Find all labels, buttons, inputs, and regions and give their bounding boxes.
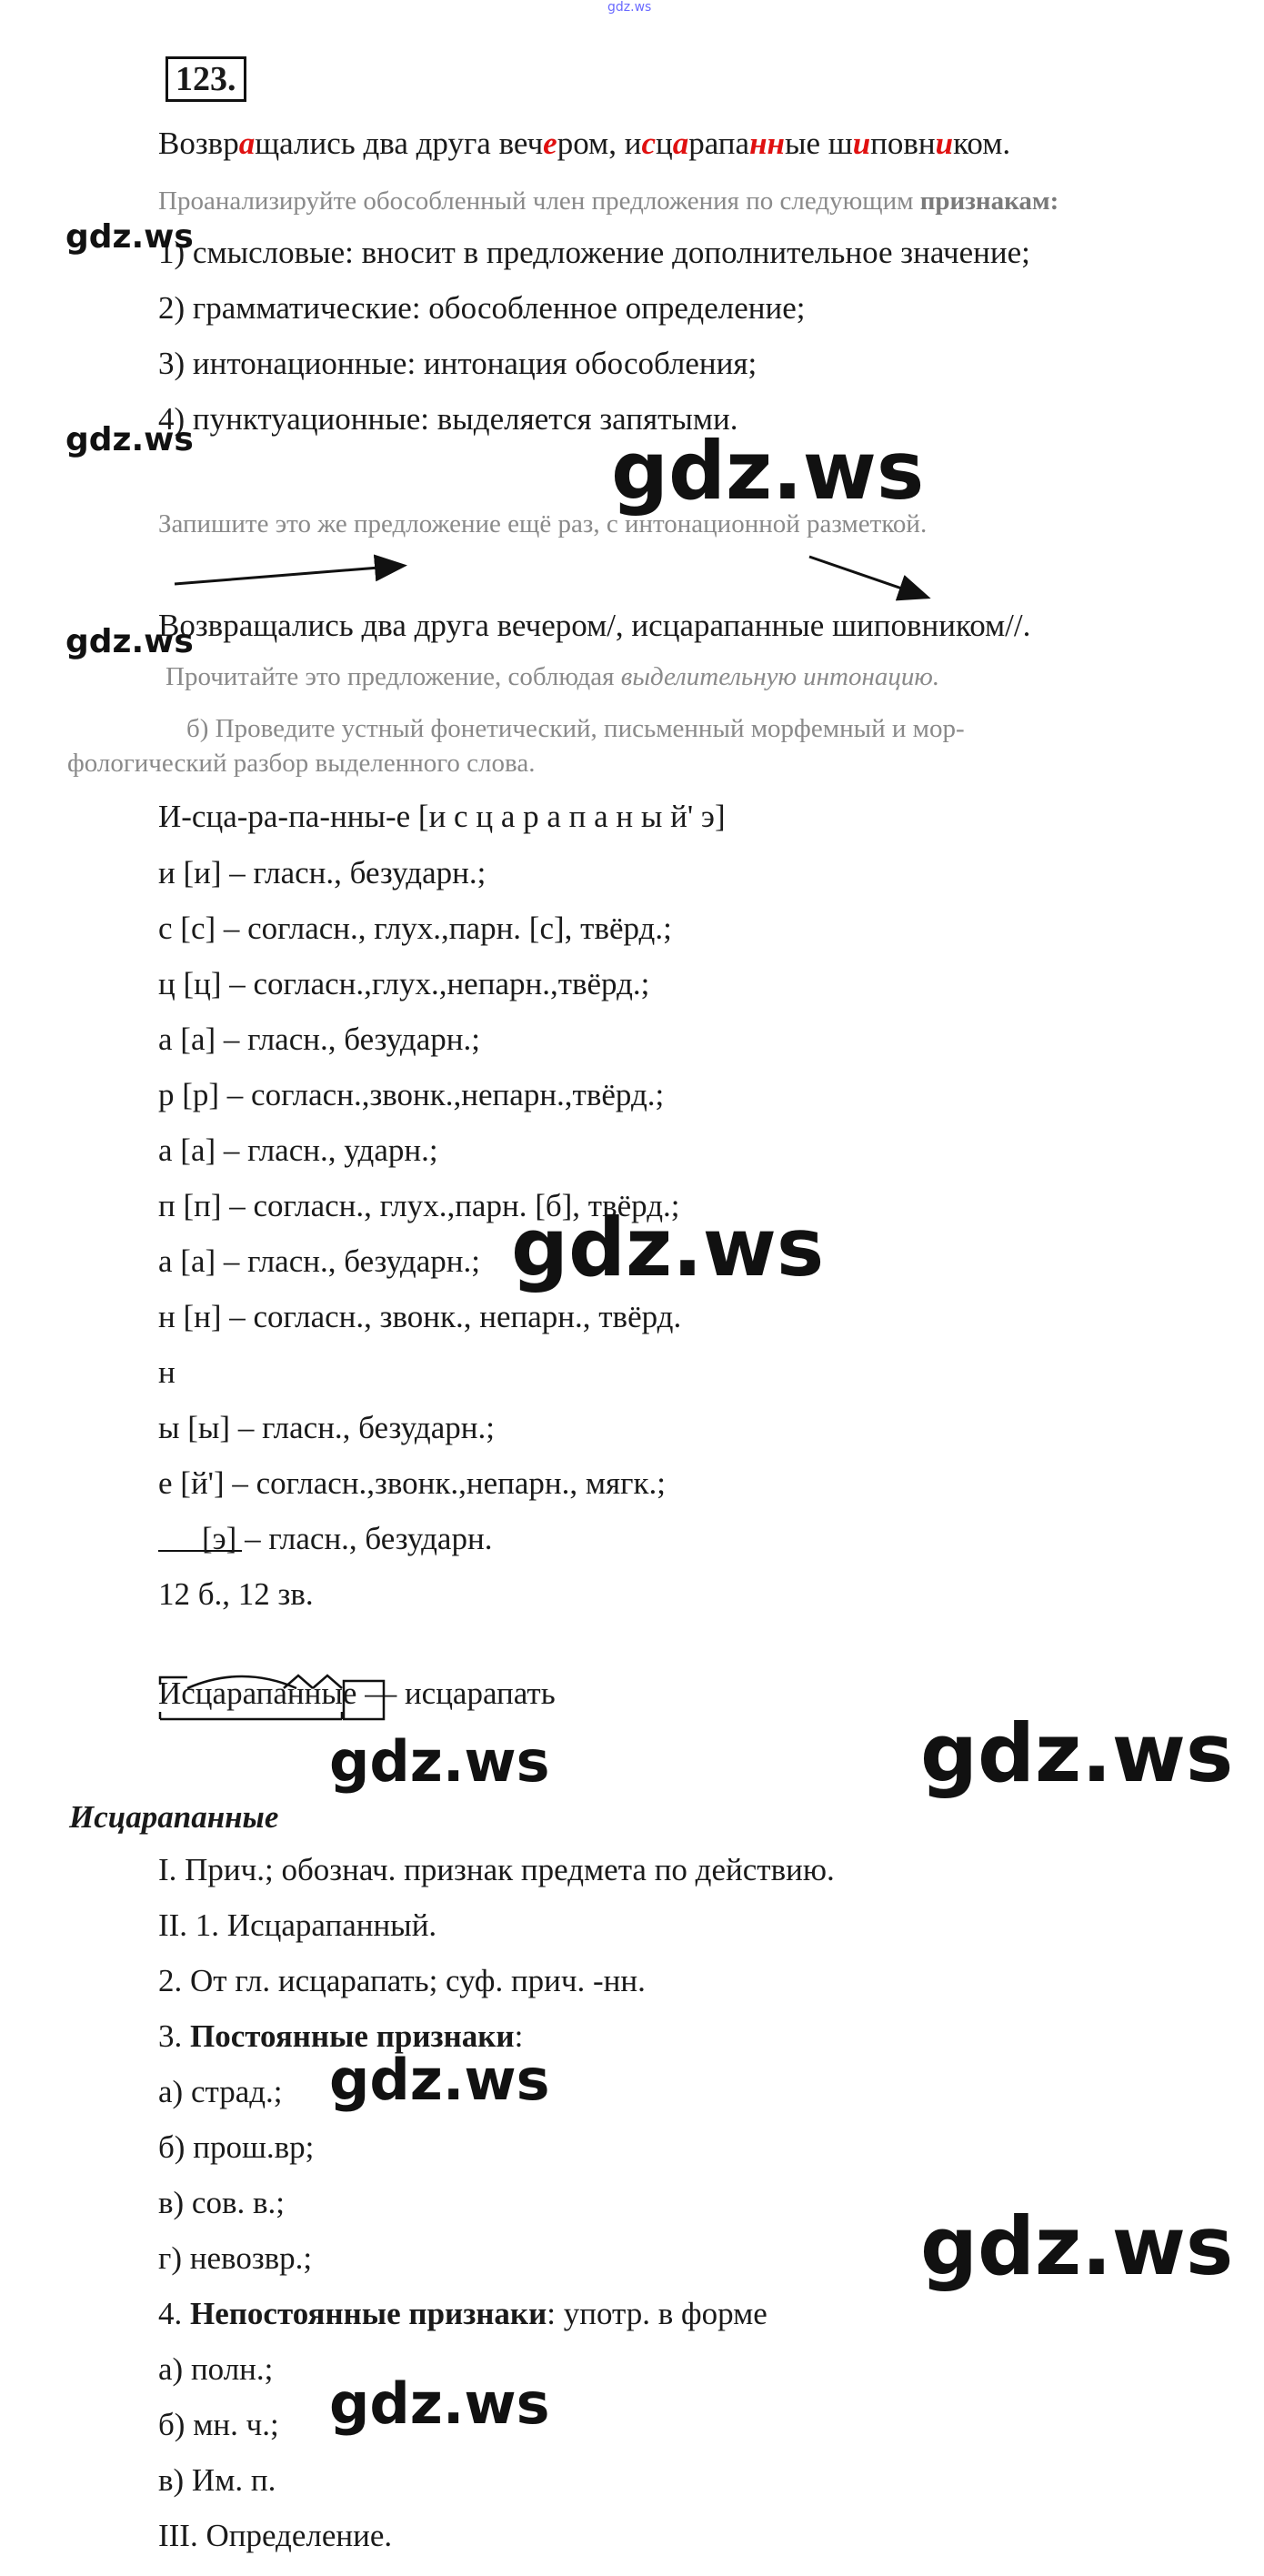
phonetic-line: ц [ц] – согласн.,глух.,непарн.,твёрд.; [158,966,650,1001]
instruction-text: Проанализируйте обособленный член предложения по следующим [158,186,920,216]
watermark: gdz.ws [611,424,925,518]
morph-line [158,2296,767,2332]
phonetic-line: е [й'] – согласн.,звонк.,непарн., мягк.; [158,1465,666,1501]
morph-line: в) сов. в.; [158,2185,285,2220]
morph-line: I. Прич.; обознач. признак предмета по действию. [158,1852,835,1887]
sentence-highlight: а [672,126,689,161]
phonetic-line: с [с] – согласн., глух.,парн. [с], твёрд.; [158,911,672,946]
sentence-part: ром, и [557,126,642,161]
instruction-write: Запишите это же предложение ещё раз, с интонационной разметкой. [158,509,928,538]
sentence-part: повн [870,126,936,161]
morph-line: а) страд.; [158,2074,283,2109]
morph-line: в) Им. п. [158,2462,276,2498]
feature-item: 3) интонационные: интонация обособления; [158,346,757,381]
feature-item: 1) смысловые: вносит в предложение дополнительное значение; [158,235,1030,270]
watermark: gdz.ws [329,1728,550,1795]
exercise-number: 123. [166,56,246,102]
phonetic-line: а [а] – гласн., ударн.; [158,1132,438,1168]
rising-arrow [175,566,402,584]
falling-arrow [809,557,926,597]
instruction-analysis-line1: б) Проведите устный фонетический, письменный морфемный и мор- [186,714,965,743]
instruction-italic: выделительную интонацию. [620,662,940,691]
intonation-arrows [164,546,964,609]
morph-title: Исцарапанные [69,1799,279,1835]
phonetic-summary: 12 б., 12 зв. [158,1576,314,1612]
sentence-highlight: с [641,126,656,161]
main-sentence [158,126,1010,162]
morph-line: III. Определение. [158,2518,393,2553]
sentence-highlight: и [852,126,871,161]
phonetic-line: п [п] – согласн., глух.,парн. [б], твёрд.; [158,1188,680,1223]
sentence-highlight: а [238,126,256,161]
morph-line-suffix: : [514,2018,524,2054]
morph-line: а) полн.; [158,2351,274,2387]
suffix-mark [284,1675,313,1688]
morph-line: б) мн. ч.; [158,2407,279,2442]
instruction-text: Прочитайте это предложение, соблюдая [166,662,621,691]
watermark: gdz.ws [329,2370,550,2437]
morph-line: 2. От гл. исцарапать; суф. прич. -нн. [158,1963,646,1998]
sentence-part: ц [655,126,673,161]
sentence-part: щ [255,126,280,161]
top-watermark: gdz.ws [607,0,652,15]
feature-item: 2) грамматические: обособленное определение; [158,290,806,326]
phonetic-line: [э] – гласн., безударн. [202,1521,493,1556]
watermark: gdz.ws [65,218,194,256]
sentence-highlight: нн [749,126,785,161]
morph-line-prefix: 4. [158,2296,190,2331]
instruction-read [166,662,939,692]
phonetic-line: р [р] – согласн.,звонк.,непарн.,твёрд.; [158,1077,665,1112]
morph-line: II. 1. Исцарапанный. [158,1907,437,1943]
sentence-part: ком. [953,126,1011,161]
morpheme-rest: — исцарапать [356,1675,556,1711]
morpheme-word: Исцарапанные [158,1675,357,1711]
watermark: gdz.ws [65,421,194,458]
suffix-mark [313,1675,342,1688]
phonetic-transcription: И-сца-ра-па-нны-е [и с ц а р а п а н ы й' э] [158,799,726,834]
instruction-analyze [158,186,1058,216]
ending-box [344,1681,384,1719]
sentence-part: ались два друга веч [279,126,544,161]
feature-item: 4) пунктуационные: выделяется запятыми. [158,401,738,437]
phonetic-line: а [а] – гласн., безударн.; [158,1243,480,1279]
marked-sentence: Возвращались два друга вечером/, исцарапанные шиповником//. [158,608,1031,643]
morpheme-marks [155,1665,391,1728]
sentence-highlight: и [935,126,954,161]
instruction-bold: признакам: [919,186,1059,216]
sentence-highlight: е [543,126,557,161]
phonetic-line: и [и] – гласн., безударн.; [158,855,487,891]
morph-line: г) невозвр.; [158,2240,313,2276]
sentence-part: рапа [688,126,750,161]
morph-line-prefix: 3. [158,2018,190,2054]
prefix-mark [160,1677,187,1685]
phonetic-line: а [а] – гласн., безударн.; [158,1021,480,1057]
watermark: gdz.ws [329,2047,550,2113]
morph-line-bold: Непостоянные признаки [190,2296,547,2331]
phonetic-line: ы [ы] – гласн., безударн.; [158,1410,495,1445]
sentence-part: ые ш [784,126,853,161]
phonetic-line: н [158,1354,176,1390]
watermark: gdz.ws [65,623,194,660]
phonetic-line: н [н] – согласн., звонк., непарн., твёрд. [158,1299,682,1334]
watermark: gdz.ws [920,1706,1234,1800]
root-arc [187,1676,296,1688]
sentence-part: Возвр [158,126,239,161]
morph-line: б) прош.вр; [158,2129,315,2165]
morph-line-bold: Постоянные признаки [190,2018,515,2054]
watermark: gdz.ws [920,2199,1234,2293]
watermark: gdz.ws [511,1201,825,1294]
morph-line-suffix: : употр. в форме [547,2296,767,2331]
instruction-analysis-line2: фологический разбор выделенного слова. [67,749,536,778]
